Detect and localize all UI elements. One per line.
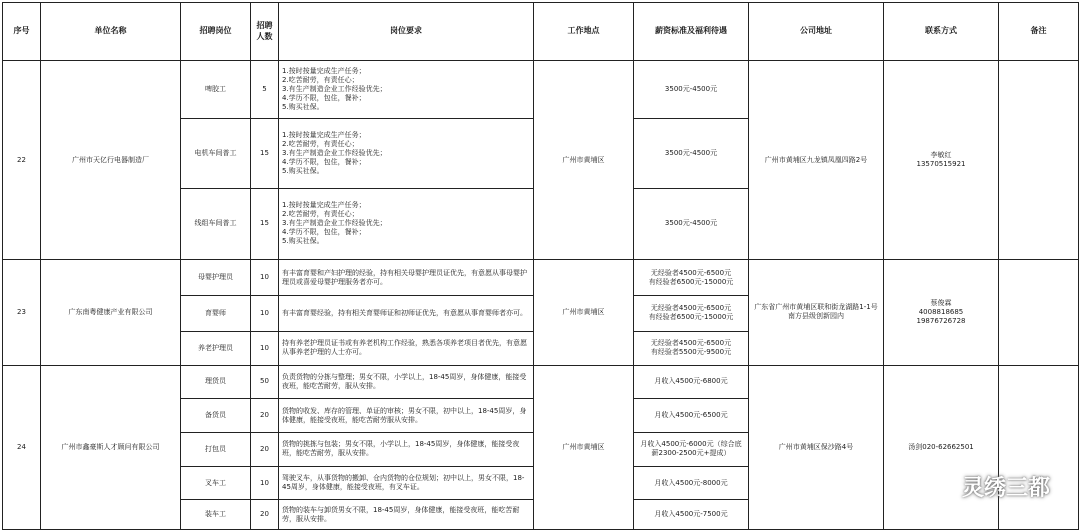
header-no: 序号	[3, 3, 41, 61]
salary-line: 有经验者6500元-15000元	[648, 313, 734, 322]
company-no: 22	[3, 61, 41, 260]
watermark-text: 灵绣三都	[961, 476, 1050, 501]
salary-line: 无经验者4500元-6500元	[650, 268, 732, 277]
requirement-line: 3.有生产制造企业工作经验优先；	[282, 219, 387, 228]
salary-line: 月收入4500元-6500元	[654, 411, 728, 420]
job-count: 10	[251, 466, 279, 500]
salary	[634, 331, 749, 365]
requirement-line: 4.学历不限，包住，餐补；	[282, 157, 366, 166]
job-count: 20	[251, 500, 279, 530]
salary-line: 月收入4500元-8000元	[654, 478, 728, 487]
requirement-line: 1.按时按量完成生产任务；	[282, 201, 366, 210]
salary-line: 无经验者4500元-6500元	[650, 304, 732, 313]
header-count: 招聘人数	[251, 3, 279, 61]
header-row	[3, 3, 1079, 61]
job-title: 母婴护理员	[181, 260, 251, 296]
requirement-line: 货物的挑拣与包装；男女不限，小学以上，18-45周岁，身体健康，能接受夜班，能吃苦耐劳，服从安排。	[282, 440, 520, 458]
salary-line: 月收入4500元-6800元	[654, 377, 728, 386]
job-title: 理货员	[181, 365, 251, 399]
contact-info	[884, 260, 999, 365]
salary-line: 有经验者5500元-9500元	[650, 348, 732, 357]
header-company: 单位名称	[41, 3, 181, 61]
requirement-line: 5.购买社保。	[282, 237, 324, 246]
job-count: 10	[251, 331, 279, 365]
job-title: 啤胶工	[181, 61, 251, 119]
job-requirements	[279, 432, 534, 466]
contact-line: 13570515921	[916, 160, 966, 169]
job-count: 20	[251, 399, 279, 433]
company-name: 广州市鑫豪斯人才顾问有限公司	[41, 365, 181, 529]
job-title: 育婴师	[181, 295, 251, 331]
header-address: 公司地址	[749, 3, 884, 61]
salary	[634, 295, 749, 331]
requirement-line: 3.有生产制造企业工作经验优先；	[282, 148, 387, 157]
contact-info	[884, 61, 999, 260]
contact-line: 4008818685	[918, 307, 964, 316]
header-requirements: 岗位要求	[279, 3, 534, 61]
salary	[634, 61, 749, 119]
job-requirements	[279, 61, 534, 119]
requirement-line: 3.有生产制造企业工作经验优先；	[282, 85, 387, 93]
job-count: 5	[251, 61, 279, 119]
salary	[634, 399, 749, 433]
header-remarks: 备注	[999, 3, 1079, 61]
salary	[634, 118, 749, 188]
salary	[634, 260, 749, 296]
job-title: 电机车间普工	[181, 118, 251, 188]
requirement-line: 1.按时按量完成生产任务；	[282, 130, 366, 139]
work-location: 广州市黄埔区	[534, 260, 634, 365]
requirement-line: 5.购买社保。	[282, 102, 324, 111]
company-address: 广东省广州市黄埔区联和街龙湖路1-1号南方县级创新园内	[749, 260, 884, 365]
table-row	[3, 365, 1079, 399]
contact-info	[884, 365, 999, 529]
job-requirements	[279, 331, 534, 365]
requirement-line: 2.吃苦耐劳，有责任心；	[282, 210, 359, 219]
requirement-line: 驾驶叉车，从事货物的搬卸、仓内货物的仓位规划；初中以上，男女不限，18-45周岁，身体健康，能接受夜班，有叉车证。	[282, 474, 525, 492]
requirement-line: 2.吃苦耐劳，有责任心；	[282, 139, 359, 148]
contact-line: 蔡俊霖	[930, 298, 952, 307]
job-count: 15	[251, 188, 279, 260]
salary-line: 有经验者6500元-15000元	[648, 277, 734, 286]
company-address: 广州市黄埔区保沙路4号	[749, 365, 884, 529]
remarks	[999, 365, 1079, 529]
salary-line: 3500元-4500元	[664, 219, 718, 228]
requirement-line: 有丰富育婴和产妇护理的经验，持有相关母婴护理员证优先，有意愿从事母婴护理员或喜爱母婴护理服务者亦可。	[282, 268, 527, 286]
work-location: 广州市黄埔区	[534, 61, 634, 260]
job-requirements	[279, 500, 534, 530]
salary	[634, 365, 749, 399]
salary	[634, 432, 749, 466]
contact-line: 汤剑020-62662501	[908, 442, 974, 451]
recruitment-table	[2, 2, 1079, 530]
requirement-line: 货物的收发、库存的管理、单证的审核；男女不限，初中以上，18-45周岁，身体健康，能接受夜班，能吃苦耐劳服从安排。	[282, 406, 527, 424]
job-requirements	[279, 466, 534, 500]
contact-line: 19876726728	[916, 316, 966, 325]
job-count: 15	[251, 118, 279, 188]
job-count: 50	[251, 365, 279, 399]
salary-line: 3500元-4500元	[664, 85, 718, 93]
job-requirements	[279, 295, 534, 331]
contact-line: 李敏红	[930, 151, 952, 160]
company-no: 24	[3, 365, 41, 529]
salary-line: 月收入4500元-6000元（综合底薪2300-2500元+提成）	[640, 440, 742, 458]
requirement-line: 4.学历不限，包住，餐补；	[282, 228, 366, 237]
table-row	[3, 260, 1079, 296]
job-title: 养老护理员	[181, 331, 251, 365]
salary-line: 月收入4500元-7500元	[654, 510, 728, 519]
company-no: 23	[3, 260, 41, 365]
job-title: 备货员	[181, 399, 251, 433]
table-row	[3, 61, 1079, 119]
job-requirements	[279, 365, 534, 399]
salary	[634, 466, 749, 500]
job-title: 打包员	[181, 432, 251, 466]
job-count: 10	[251, 295, 279, 331]
header-salary: 薪资标准及福利待遇	[634, 3, 749, 61]
job-requirements	[279, 399, 534, 433]
company-name: 广州市天亿行电器制造厂	[41, 61, 181, 260]
salary-line: 3500元-4500元	[664, 148, 718, 157]
remarks	[999, 260, 1079, 365]
requirement-line: 负责货物的分拣与整理；男女不限，小学以上，18-45周岁，身体健康，能接受夜班，能吃苦耐劳，服从安排。	[282, 372, 527, 390]
header-contact: 联系方式	[884, 3, 999, 61]
company-name: 广东南粤健康产业有限公司	[41, 260, 181, 365]
wechat-icon	[926, 474, 956, 500]
salary-line: 无经验者4500元-6500元	[650, 339, 732, 348]
requirement-line: 持有养老护理员证书或有养老机构工作经验，熟悉各项养老项目者优先，有意愿从事养老护理的人士亦可。	[282, 339, 527, 357]
job-count: 10	[251, 260, 279, 296]
requirement-line: 2.吃苦耐劳，有责任心；	[282, 76, 359, 85]
salary	[634, 188, 749, 260]
remarks	[999, 61, 1079, 260]
job-title: 叉车工	[181, 466, 251, 500]
company-address: 广州市黄埔区九龙镇凤凰四路2号	[749, 61, 884, 260]
requirement-line: 1.按时按量完成生产任务；	[282, 67, 366, 76]
job-title: 线组车间普工	[181, 188, 251, 260]
job-requirements	[279, 260, 534, 296]
job-title: 装车工	[181, 500, 251, 530]
requirement-line: 有丰富育婴经验，持有相关育婴师证和初师证优先，有意愿从事育婴师者亦可。	[282, 308, 527, 317]
watermark	[926, 471, 1050, 502]
requirement-line: 5.购买社保。	[282, 166, 324, 175]
work-location: 广州市黄埔区	[534, 365, 634, 529]
header-position: 招聘岗位	[181, 3, 251, 61]
header-location: 工作地点	[534, 3, 634, 61]
requirement-line: 货物的装车与卸货男女不限，18-45周岁，身体健康，能接受夜班，能吃苦耐劳，服从安排。	[282, 505, 520, 523]
requirement-line: 4.学历不限，包住，餐补；	[282, 93, 366, 102]
job-count: 20	[251, 432, 279, 466]
job-requirements	[279, 118, 534, 188]
salary	[634, 500, 749, 530]
job-requirements	[279, 188, 534, 260]
